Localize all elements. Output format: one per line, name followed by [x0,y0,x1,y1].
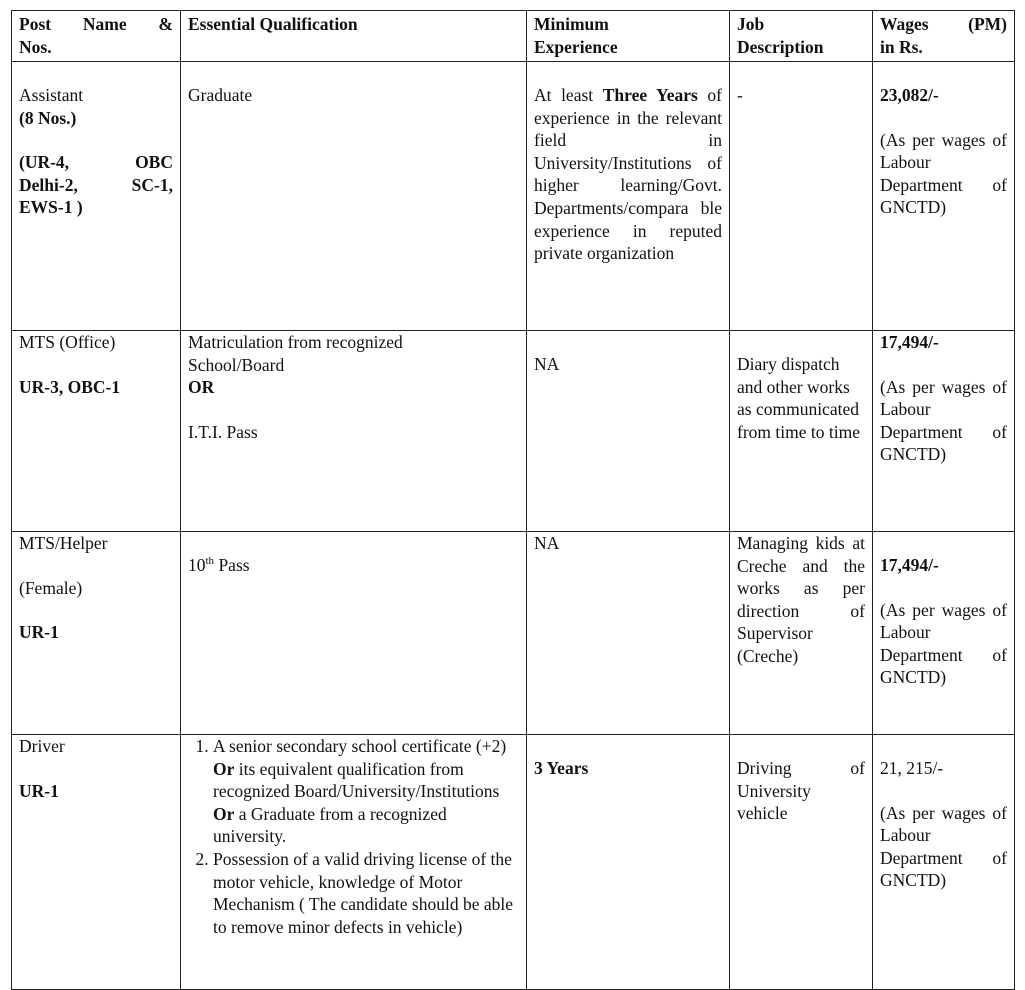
job-cell [730,331,873,532]
experience-text: 3 Years [534,758,589,778]
wage-amount: 21, 215/- [880,758,944,778]
header-experience [527,11,730,62]
qualification-text: a Graduate from a recognized university. [213,803,447,847]
header-job-line2: Description [737,36,824,57]
experience-text: of experience in the relevant field in University/Institutions of higher learning/Govt. Departments/compara ble experience in reputed private organization [534,85,722,264]
experience-cell [527,62,730,331]
qualification-suffix: th [205,555,215,568]
job-cell [730,532,873,735]
qualification-text: Matriculation from recognized School/Board [188,332,403,375]
post-gender: (Female) [19,577,83,598]
qualification-text: I.T.I. Pass [188,421,258,442]
qualification-text: A senior secondary school certificate (+2) [213,736,507,756]
job-text: Driving of University vehicle [737,758,865,824]
header-wages-line2: in Rs. [880,36,923,57]
post-cell [12,735,181,990]
list-item [213,735,522,848]
post-breakup-text: SC-1, [131,174,173,195]
qualification-text: its equivalent qualification from recognized Board/University/Institutions [213,758,500,802]
recruitment-table [11,10,1015,990]
post-cell [12,62,181,331]
post-breakup-text: UR-1 [19,622,59,643]
post-name: MTS (Office) [19,332,116,352]
table-row [12,62,1015,331]
list-item [213,848,522,938]
header-experience-line1: Minimum [534,14,609,34]
qualification-cell [181,532,527,735]
table-row [12,331,1015,532]
qualification-cell [181,735,527,990]
wages-cell [873,331,1015,532]
qualification-text: Graduate [188,85,253,105]
wage-amount: 17,494/- [880,332,939,352]
job-cell [730,735,873,990]
qualification-or: Or [213,758,235,779]
experience-emphasis: Three Years [602,85,698,105]
header-wages-word1: Wages [880,14,929,34]
wage-note: (As per wages of Labour Department of GNCTD) [880,129,1007,218]
wage-amount: 17,494/- [880,555,939,575]
qualification-cell [181,331,527,532]
header-post-word2: Name [82,14,127,34]
job-cell [730,62,873,331]
header-job [730,11,873,62]
post-cell [12,331,181,532]
wage-amount: 23,082/- [880,85,939,105]
post-breakup-text: UR-3, OBC-1 [19,376,121,397]
post-breakup-text: OBC [135,152,173,173]
post-count: (8 Nos.) [19,107,77,128]
header-post [12,11,181,62]
qualification-or: Or [213,803,235,824]
qualification-number: 10 [188,555,206,575]
wage-note: (As per wages of Labour Department of GNCTD) [880,802,1007,891]
wage-note: (As per wages of Labour Department of GNCTD) [880,376,1007,465]
job-text: Managing kids at Creche and the works as per direction of Supervisor (Creche) [737,533,865,666]
experience-cell [527,331,730,532]
qualification-list [188,735,522,938]
experience-text: At least [534,85,603,105]
experience-text: NA [534,354,560,374]
header-post-word3: & [158,14,173,34]
header-row [12,11,1015,62]
header-job-line1: Job [737,14,765,34]
qualification-text [188,554,519,577]
post-breakup-text: EWS-1 ) [19,197,83,218]
header-post-word4: Nos. [19,36,52,57]
post-name: MTS/Helper [19,533,108,553]
header-wages [873,11,1015,62]
post-cell [12,532,181,735]
post-breakup-text: Delhi-2, [19,174,78,195]
experience-cell [527,735,730,990]
header-wages-word2: (PM) [968,14,1007,34]
job-text: - [737,85,743,105]
job-text: Diary dispatch and other works as communicated from time to time [737,354,860,442]
post-name: Driver [19,736,65,756]
qualification-or: OR [188,377,215,398]
header-experience-line2: Experience [534,36,618,57]
wage-note: (As per wages of Labour Department of GNCTD) [880,599,1007,688]
header-post-word1: Post [19,14,52,34]
recruitment-table-page [11,10,1014,937]
qualification-text: Possession of a valid driving license of the motor vehicle, knowledge of Motor Mechanism ( The candidate should be able to remove minor defects in vehicle) [213,848,513,937]
table-row [12,532,1015,735]
experience-cell [527,532,730,735]
post-name: Assistant [19,85,84,105]
wages-cell [873,62,1015,331]
header-qualification: Essential Qualification [181,11,527,62]
wages-cell [873,735,1015,990]
experience-text: NA [534,533,560,553]
qualification-cell [181,62,527,331]
wages-cell [873,532,1015,735]
qualification-rest: Pass [214,555,250,575]
post-breakup-text: UR-1 [19,780,59,801]
post-breakup-text: (UR-4, [19,152,70,173]
table-row [12,735,1015,990]
